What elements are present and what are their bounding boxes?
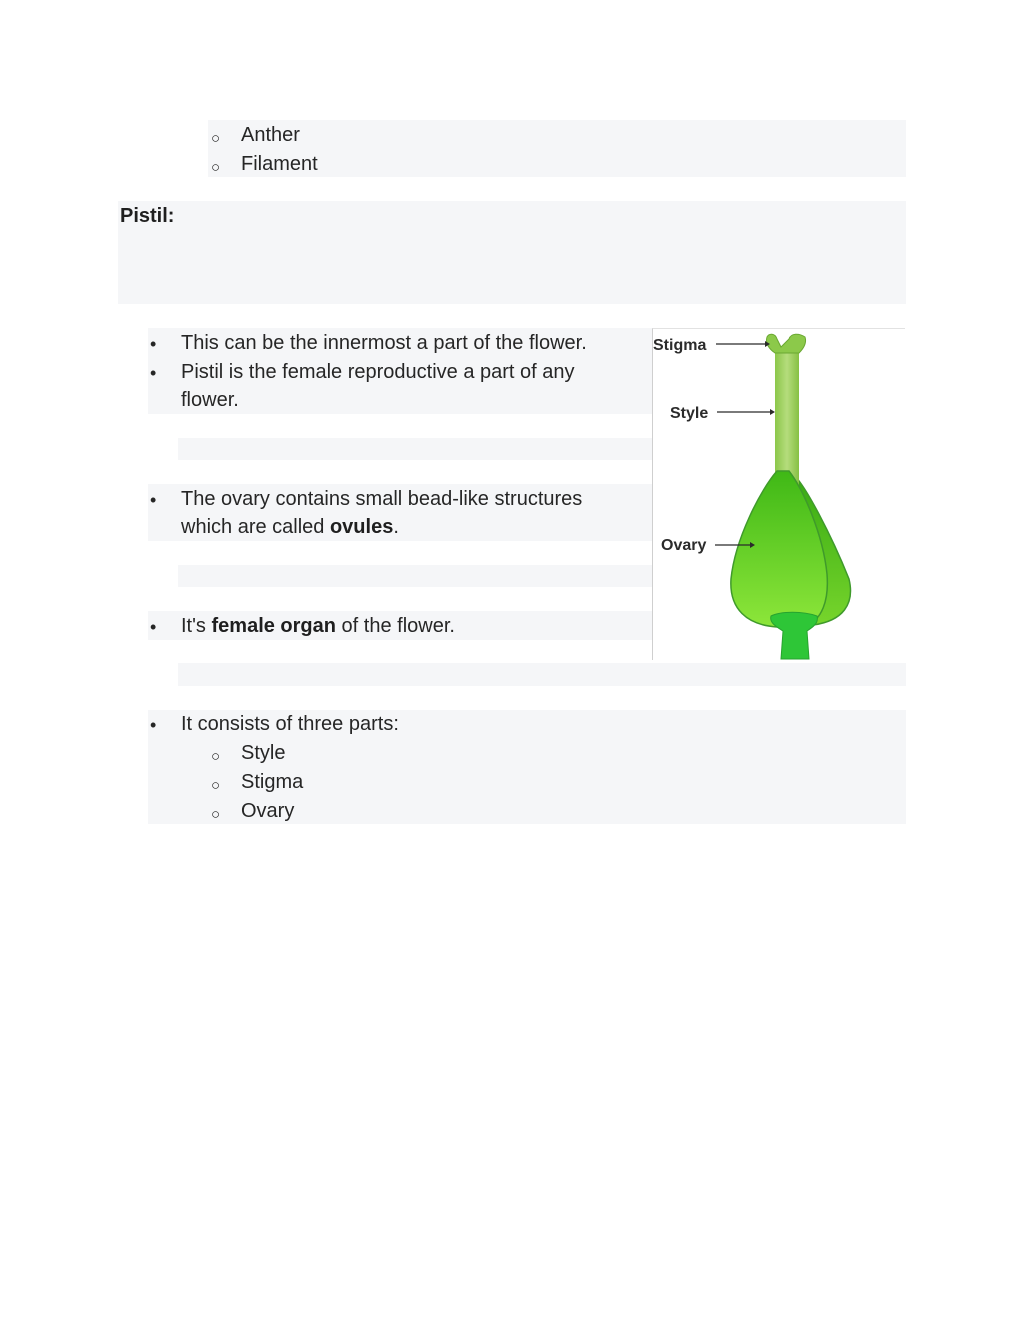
bold-term: ovules [329, 516, 394, 538]
bold-term: female organ [211, 615, 336, 637]
circle-bullet-icon: ○ [211, 806, 221, 823]
section-heading: Pistil: [120, 205, 175, 227]
list-item: Pistil is the female reproductive a part of any [181, 361, 575, 383]
ovary-front-lobe [731, 471, 828, 627]
bullet-icon: • [150, 715, 157, 735]
list-item: Anther [241, 124, 300, 146]
text-run: of the flower. [335, 615, 455, 637]
pistil-illustration [653, 329, 905, 660]
ovary-label: Ovary [661, 537, 707, 554]
list-item: Filament [241, 153, 318, 175]
list-item [181, 612, 455, 641]
style-label: Style [670, 405, 709, 422]
circle-bullet-icon: ○ [211, 130, 221, 147]
text-run: . [393, 516, 399, 538]
text-run: which are called [181, 516, 330, 538]
receptacle [771, 612, 818, 659]
list-item: Style [241, 742, 286, 764]
arrow-head-icon [770, 409, 775, 415]
spacer-background [178, 565, 652, 587]
bullet-icon: • [150, 617, 157, 637]
circle-bullet-icon: ○ [211, 159, 221, 176]
list-item: Ovary [241, 800, 295, 822]
style-stalk [775, 349, 799, 489]
bullet-icon: • [150, 490, 157, 510]
list-item: It consists of three parts: [181, 713, 399, 735]
bullet-icon: • [150, 363, 157, 383]
spacer-background [178, 438, 652, 460]
list-item-continuation: flower. [181, 389, 239, 411]
stigma-label: Stigma [653, 337, 707, 354]
list-item-continuation [181, 513, 399, 542]
pistil-diagram [652, 328, 905, 660]
bullet-icon: • [150, 334, 157, 354]
heading-background [118, 201, 906, 304]
spacer-background [178, 663, 906, 686]
circle-bullet-icon: ○ [211, 777, 221, 794]
list-item: This can be the innermost a part of the flower. [181, 332, 587, 354]
text-run: It's [181, 615, 212, 637]
stigma-top [766, 334, 805, 353]
list-item: Stigma [241, 771, 304, 793]
list-item: The ovary contains small bead-like structures [181, 488, 583, 510]
circle-bullet-icon: ○ [211, 748, 221, 765]
